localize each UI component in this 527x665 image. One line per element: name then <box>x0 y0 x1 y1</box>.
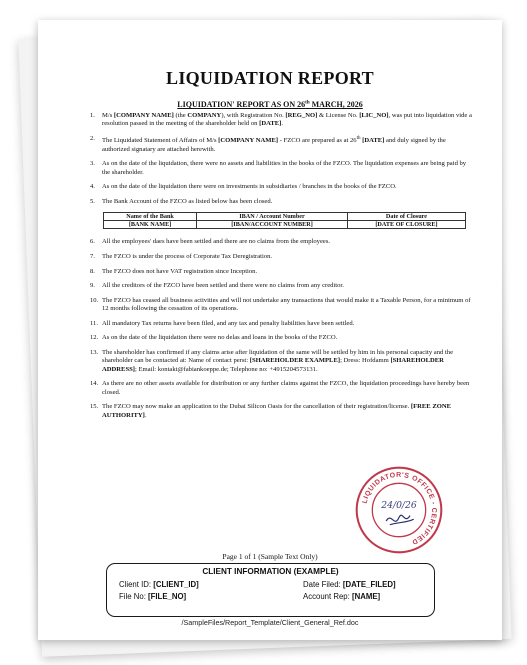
table-header-cell: Date of Closure <box>347 213 465 221</box>
item-text: The FZCO does not have VAT registration since Inception. <box>102 267 258 275</box>
item-text: The FZCO is under the process of Corporate Tax Deregistration. <box>102 252 273 260</box>
item-number: 10. <box>90 296 99 304</box>
client-info-title: CLIENT INFORMATION (EXAMPLE) <box>202 567 339 576</box>
item-number: 6. <box>90 238 95 246</box>
file-no-row: File No: [FILE_NO] <box>119 592 187 601</box>
table-cell: [DATE OF CLOSURE] <box>347 221 465 229</box>
stamp-ring-text: LIQUIDATOR'S OFFICE - CERTIFIED <box>361 471 438 546</box>
item-number: 15. <box>90 403 99 411</box>
file-path: /SampleFiles/Report_Template/Client_General_Ref.doc <box>181 618 359 627</box>
item-number: 14. <box>90 380 99 388</box>
table-header-cell: IBAN / Account Number <box>197 213 348 221</box>
item-number: 2. <box>90 135 95 142</box>
item-number: 12. <box>90 334 99 342</box>
table-header-cell: Name of the Bank <box>104 213 197 221</box>
item-text: As on the date of the liquidation there were on investments in subsidiaries / branches in the books of the FZCO. <box>102 183 397 191</box>
list-item <box>90 297 475 314</box>
date-filed-row: Date Filed: [DATE_FILED] <box>303 580 396 589</box>
item-text: As on the date of the liquidation, there were no assets and liabilities in the books of the FZCO. The liquidation expenses are being paid by the shareholder. <box>102 160 467 176</box>
client-id-row: Client ID: [CLIENT_ID] <box>119 580 199 589</box>
item-number: 11. <box>90 319 98 327</box>
item-text: The Liquidated Statement of Affairs of M/s [COMPANY NAME] - FZCO are prepared as at 26th [DATE] and duly signed by the authorized signatary are attached herewith. <box>102 136 446 153</box>
item-text: All the employees' daes have been settled and there are no claims from the employees. <box>102 238 331 246</box>
report-items-list <box>90 112 475 426</box>
item-text: M/s [COMPANY NAME] (the COMPANY), with Registration No. [REG_NO] & License No. [LIC_NO], was put into liquidation vide a resolution passed in the meeting of the shareholder held on [DATE]. <box>102 112 472 128</box>
item-text: The Bank Account of the FZCO as listed below has been closed. <box>102 197 273 205</box>
report-title: LIQUIDATION REPORT <box>166 68 374 88</box>
table-cell: [BANK NAME] <box>104 221 197 229</box>
report-page <box>38 20 502 640</box>
list-item <box>90 320 475 328</box>
report-subtitle: LIQUIDATION' REPORT AS ON 26th MARCH, 2026 <box>177 100 363 109</box>
item-text: As there are no other assets available for distribution or any further claims against the FZCO, the liquidation proceedings have hereby been closed. <box>102 380 470 396</box>
list-item <box>90 112 475 129</box>
list-item <box>90 349 475 374</box>
item-text: As on the date of the liquidation there were no delas and loans in the books of the FZCO. <box>102 334 338 342</box>
item-text: All the creditors of the FZCO have been settled and there were no claims from any creditor. <box>102 282 344 290</box>
list-item <box>90 380 475 397</box>
table-cell: [IBAN/ACCOUNT NUMBER] <box>197 221 348 229</box>
list-item <box>90 334 475 342</box>
list-item <box>90 198 475 206</box>
item-number: 8. <box>90 267 95 275</box>
stamp-date: 24/0/26 <box>381 500 417 512</box>
list-item <box>90 253 475 261</box>
item-number: 5. <box>90 197 95 205</box>
item-text: The shareholder has confirmed if any claims arise after liquidation of the same will be settled by him in his personal capacity and the shareholder can be contacted at: Name of contact perst: [SHAREHOLDER EXAMPLE]; Dress: Hofdamm [SHAREHOLDER ADDRESS]; Email: kontakt@fabiankoeppe.de; Telephone no: +4915204573131. <box>102 348 454 373</box>
item-text: The FZCO has ceased all business activities and will not undertake any transactions that would make it a Taxable Person, for a minimum of 12 months following the cessation of its operations. <box>102 296 471 313</box>
list-item <box>90 238 475 246</box>
list-item <box>90 135 475 154</box>
certified-stamp <box>353 464 445 556</box>
page-number: Page 1 of 1 (Sample Text Only) <box>222 552 318 561</box>
item-number: 4. <box>90 183 95 191</box>
item-number: 7. <box>90 252 95 260</box>
client-info-box <box>106 563 435 617</box>
account-rep-row: Account Rep: [NAME] <box>303 592 381 601</box>
item-number: 13. <box>90 348 99 356</box>
bank-account-table <box>103 212 466 229</box>
item-number: 3. <box>90 160 95 168</box>
list-item <box>90 183 475 191</box>
item-number: 1. <box>90 112 95 119</box>
list-item <box>90 403 475 420</box>
signature <box>386 515 414 525</box>
table-row <box>104 221 466 229</box>
item-text: The FZCO may now make an application to the Dubai Silicon Oasis for the cancellation of their registration/license. [FREE ZONE AUTHORITY]. <box>102 403 452 419</box>
list-item <box>90 268 475 276</box>
item-text: All mandatory Tax returns have been filed, and any tax and penalty liabilities have been settled. <box>102 319 355 327</box>
list-item <box>90 282 475 290</box>
list-item <box>90 160 475 177</box>
item-number: 9. <box>90 282 95 290</box>
